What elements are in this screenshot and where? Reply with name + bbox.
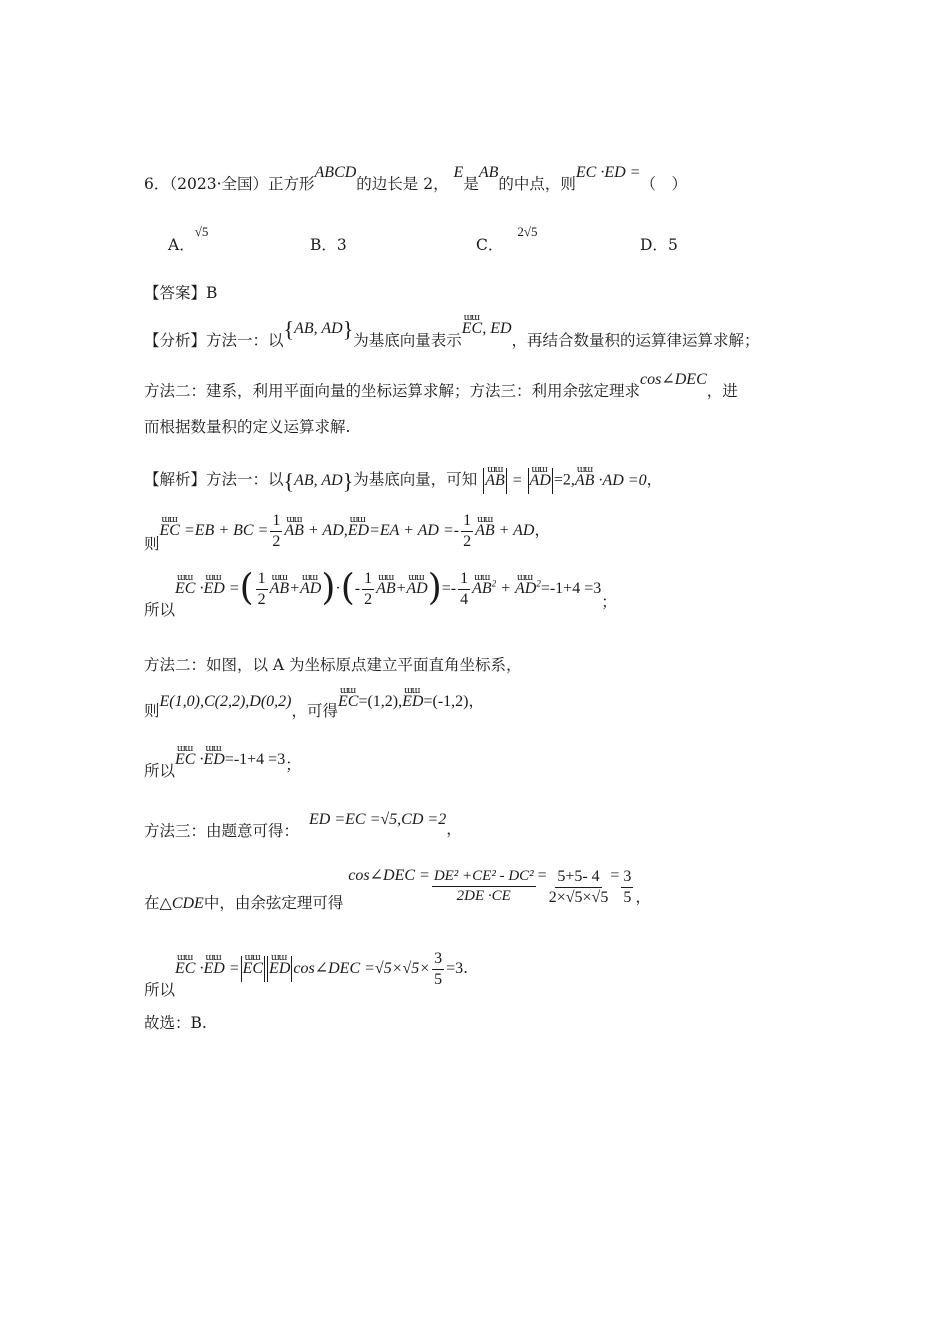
question-text: 正方形 [268, 175, 315, 193]
solution-line-7 [144, 811, 462, 840]
solution-text: 中，由余弦定理可得 [203, 894, 344, 912]
option-d [640, 238, 678, 254]
math-points: E(1,0),C(2,2),D(0,2) [159, 693, 292, 710]
solution-text: 方法三：由题意可得： [144, 822, 300, 840]
math-expr: =2, [553, 471, 575, 489]
option-label: C． [476, 236, 504, 254]
answer-tag: 【答案】 [144, 284, 207, 302]
math-result: =-1+4 =3 [540, 580, 602, 598]
analysis-text: 方法二：建系，利用平面向量的坐标运算求解；方法三：利用余弦定理求 [144, 382, 641, 400]
option-label: D． [640, 236, 668, 254]
math-basis: AB, AD [294, 471, 343, 489]
answer-line [144, 286, 217, 302]
math-ab: AB [478, 164, 499, 181]
solution-text: 所以 [144, 981, 176, 1000]
analysis-text: 而根据数量积的定义运算求解. [144, 418, 351, 436]
question-text: 的边长是 2， [356, 175, 449, 193]
math-denominator: 2DE ·CE [456, 887, 511, 904]
answer-value: B [206, 284, 218, 302]
option-c [476, 224, 538, 254]
math-expr: ɯɯ AB + AD [475, 523, 534, 539]
analysis-tag: 【分析】 [144, 331, 207, 350]
solution-line-9: 所以ɯɯ EC ·ɯɯ ED =ɯɯ ECɯɯ ED cos∠DEC =√5×√5× $\frac{3}{5}$ =3. [144, 950, 468, 988]
math-expr: =EA + AD =- [369, 522, 460, 540]
math-expr: ɯɯ AB + AD, [284, 523, 347, 539]
math-triangle: △CDE [159, 895, 204, 912]
math-expr: =(-1,2) [423, 693, 469, 710]
punctuation: ； [285, 756, 301, 774]
math-denominator: 2×√5×√5 [548, 888, 609, 906]
math-e: E [453, 164, 464, 181]
option-value: 5 [667, 236, 678, 254]
math-expr: =(1,2), [358, 693, 403, 710]
answer-blank: （ ） [640, 175, 687, 193]
solution-line-2: 则ɯɯ EC =EB + BC = $\frac{1}{2}$ ɯɯ AB + AD,ɯɯ ED=EA + AD =- $\frac{1}{2}$ ɯɯ AB + AD， [144, 512, 550, 550]
punctuation: ， [446, 820, 462, 838]
solution-text: 则 [144, 535, 160, 554]
math-result: =3 [446, 960, 464, 978]
analysis-text: 为基底向量表示 [353, 331, 462, 350]
math-cos: cos∠DEC = [348, 867, 430, 884]
math-numerator: DE² +CE² - DC² [432, 868, 536, 887]
option-value: 3 [336, 236, 347, 254]
solution-text: ，可得 [291, 702, 338, 720]
option-value: √5 [194, 224, 209, 239]
math-expr: ɯɯ AB ·AD =0 [575, 473, 647, 489]
math-cos: cos∠DEC [640, 371, 707, 388]
final-answer: 故选：B. [144, 1014, 207, 1032]
punctuation: ， [534, 521, 550, 540]
math-abcd: ABCD [314, 164, 357, 181]
question-text: 是 [463, 175, 479, 193]
analysis-line-3 [144, 420, 350, 436]
final-line [144, 1016, 207, 1032]
math-expr: ED =EC =√5,CD =2 [309, 811, 447, 828]
solution-text: 方法一：以 [206, 470, 284, 489]
question-number: 6． [144, 175, 170, 193]
solution-text: 方法二：如图，以 A 为坐标原点建立平面直角坐标系， [144, 656, 522, 674]
math-equals: = [610, 867, 620, 884]
question-text: 的中点，则 [498, 175, 576, 193]
solution-line-8: 在△CDE中，由余弦定理可得 cos∠DEC = $\frac{\text{DE² +CE² - DC²}}{2DE \cdot CE}$ = $\frac{5+5- 4}{2\times√5\times√5}$ = $\frac{3}{5}$ ， [144, 867, 651, 912]
option-label: B． [310, 236, 337, 254]
punctuation: ； [601, 593, 617, 612]
question-line [144, 164, 687, 193]
analysis-text: ，再结合数量积的运算律运算求解； [511, 331, 760, 350]
math-numerator: 5+5- 4 [555, 868, 601, 888]
option-a [168, 224, 209, 254]
math-equals: = [537, 867, 547, 884]
solution-text: 在 [144, 894, 160, 912]
solution-line-5: 则E(1,0),C(2,2),D(0,2)，可得ɯɯ EC=(1,2),ɯɯ ED=(-1,2)， [144, 694, 484, 710]
math-vectors: ɯɯ EC, ED [462, 321, 512, 337]
math-expr: EB + BC = [194, 522, 269, 540]
analysis-line-2 [144, 371, 738, 400]
solution-text: 所以 [144, 762, 176, 780]
solution-line-1: 【解析】方法一：以{AB, AD}为基底向量，可知 ɯɯ AB = ɯɯ AD =2,ɯɯ AB ·AD =0， [144, 468, 662, 494]
option-b [310, 238, 347, 254]
math-result: =-1+4 =3 [224, 751, 286, 768]
solution-text: 所以 [144, 601, 176, 620]
math-expr: cos∠DEC =√5×√5× [293, 960, 431, 978]
math-expr: EC ·ED = [575, 164, 641, 181]
option-value: 2√5 [517, 224, 538, 239]
solution-line-3: 所以ɯɯ EC ·ɯɯ ED =( $\frac{1}{2}$ ɯɯ AB+ɯɯ AD)·(- $\frac{1}{2}$ ɯɯ AB+ɯɯ AD)=- $\frac{1}{4}$ ɯɯ $AB^2$ + ɯɯ $AD^2=-1+4 =3$； [144, 570, 617, 608]
solution-text: 为基底向量，可知 [353, 470, 478, 489]
question-source: （2023·全国） [169, 175, 268, 193]
punctuation: ， [646, 470, 663, 489]
analysis-line-1: 【分析】方法一：以{AB, AD}为基底向量表示ɯɯ EC, ED，再结合数量积的运算律运算求解； [144, 333, 760, 351]
math-basis: AB, AD [294, 320, 343, 338]
option-label: A． [168, 236, 195, 254]
analysis-text: ，进 [706, 382, 738, 400]
analysis-text: 方法一：以 [206, 331, 284, 350]
solution-text: 则 [144, 702, 160, 720]
solution-tag: 【解析】 [144, 470, 207, 489]
solution-line-6: 所以ɯɯ EC ·ɯɯ ED=-1+4 =3； [144, 752, 301, 768]
solution-line-4 [144, 658, 522, 674]
